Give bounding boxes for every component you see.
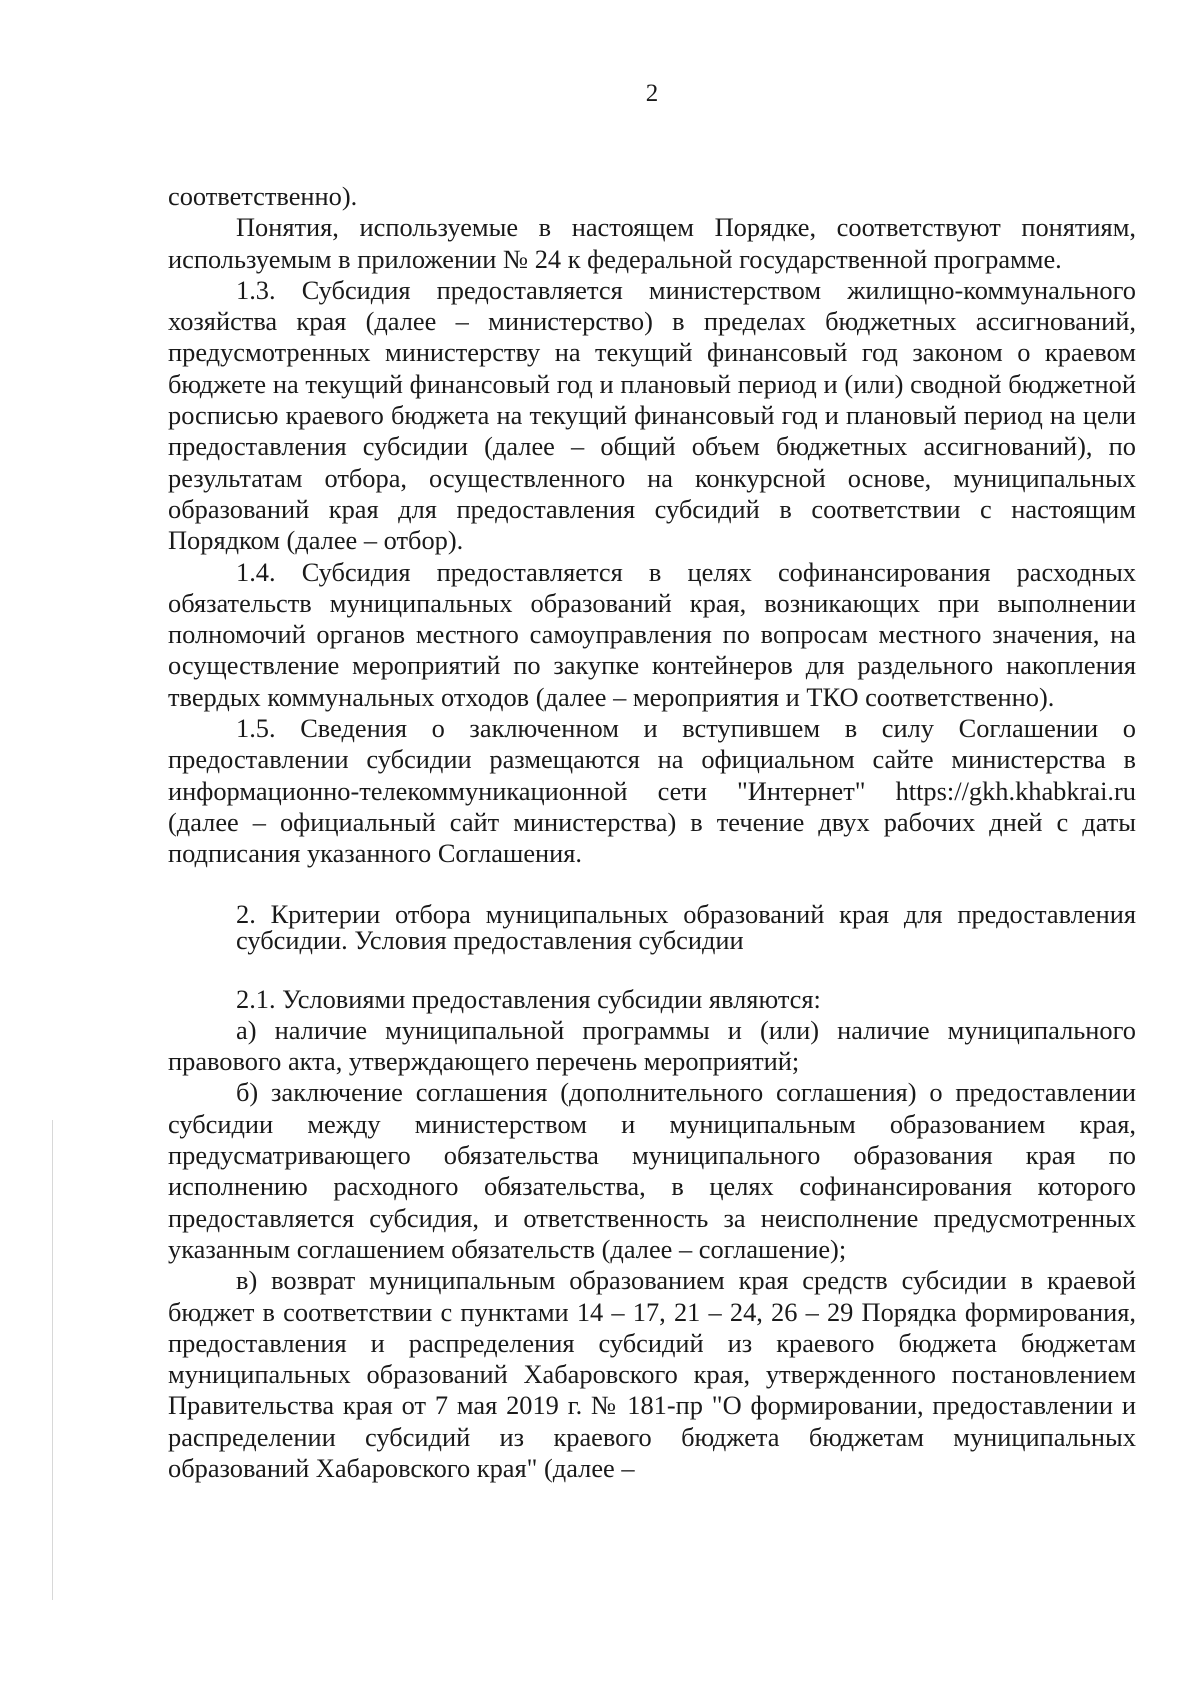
document-body xyxy=(168,181,1136,1484)
spacer xyxy=(168,870,1136,901)
paragraph-definitions: Понятия, используемые в настоящем Порядке, соответствуют понятиям, используемым в приложении № 24 к федеральной государственной программе. xyxy=(168,212,1136,274)
paragraph-1-4: 1.4. Субсидия предоставляется в целях софинансирования расходных обязательств муниципальных образований края, возникающих при выполнении полномочий органов местного самоуправления по вопросам местного значения, на осуществление мероприятий по закупке контейнеров для раздельного накопления твердых коммунальных отходов (далее – мероприятия и ТКО соответственно). xyxy=(168,556,1136,712)
page-number: 2 xyxy=(645,80,659,107)
paragraph-2-1-b: б) заключение соглашения (дополнительного соглашения) о предоставлении субсидии между министерством и муниципальным образованием края, предусматривающего обязательства муниципального образования края по исполнению расходного обязательства, в целях софинансирования которого предоставляется субсидия, и ответственность за неисполнение предусмотренных указанным соглашением обязательств (далее – соглашение); xyxy=(168,1077,1136,1264)
paragraph-2-1-v: в) возврат муниципальным образованием края средств субсидии в краевой бюджет в соответствии с пунктами 14 – 17, 21 – 24, 26 – 29 Порядка формирования, предоставления и распределения субсидий из краевого бюджета бюджетам муниципальных образований Хабаровского края, утвержденного постановлением Правительства края от 7 мая 2019 г. № 181-пр "О формировании, предоставлении и распределении субсидий из краевого бюджета бюджетам муниципальных образований Хабаровского края" (далее – xyxy=(168,1265,1136,1483)
spacer xyxy=(168,953,1136,984)
paragraph-2-1-a: а) наличие муниципальной программы и (или) наличие муниципального правового акта, утверждающего перечень мероприятий; xyxy=(168,1014,1136,1077)
paragraph-1-5: 1.5. Сведения о заключенном и вступившем в силу Соглашении о предоставлении субсидии размещаются на официальном сайте министерства в информационно-телекоммуникационной сети "Интернет" https://gkh.khabkrai.ru (далее – официальный сайт министерства) в течение двух рабочих дней с даты подписания указанного Соглашения. xyxy=(168,713,1136,869)
paragraph-continuation: соответственно). xyxy=(168,181,358,211)
section-2-heading: 2. Критерии отбора муниципальных образований края для предоставления субсидии. Условия предоставления субсидии xyxy=(236,898,1136,955)
scan-margin-line xyxy=(52,1120,53,1600)
paragraph-1-3: 1.3. Субсидия предоставляется министерством жилищно-коммунального хозяйства края (далее – министерство) в пределах бюджетных ассигнований, предусмотренных министерству на текущий финансовый год законом о краевом бюджете на текущий финансовый год и плановый период и (или) сводной бюджетной росписью краевого бюджета на текущий финансовый год и плановый период на цели предоставления субсидии (далее – общий объем бюджетных ассигнований), по результатам отбора, осуществленного на конкурсной основе, муниципальных образований края для предоставления субсидий в соответствии с настоящим Порядком (далее – отбор). xyxy=(168,274,1136,556)
paragraph-2-1: 2.1. Условиями предоставления субсидии являются: xyxy=(236,983,821,1014)
